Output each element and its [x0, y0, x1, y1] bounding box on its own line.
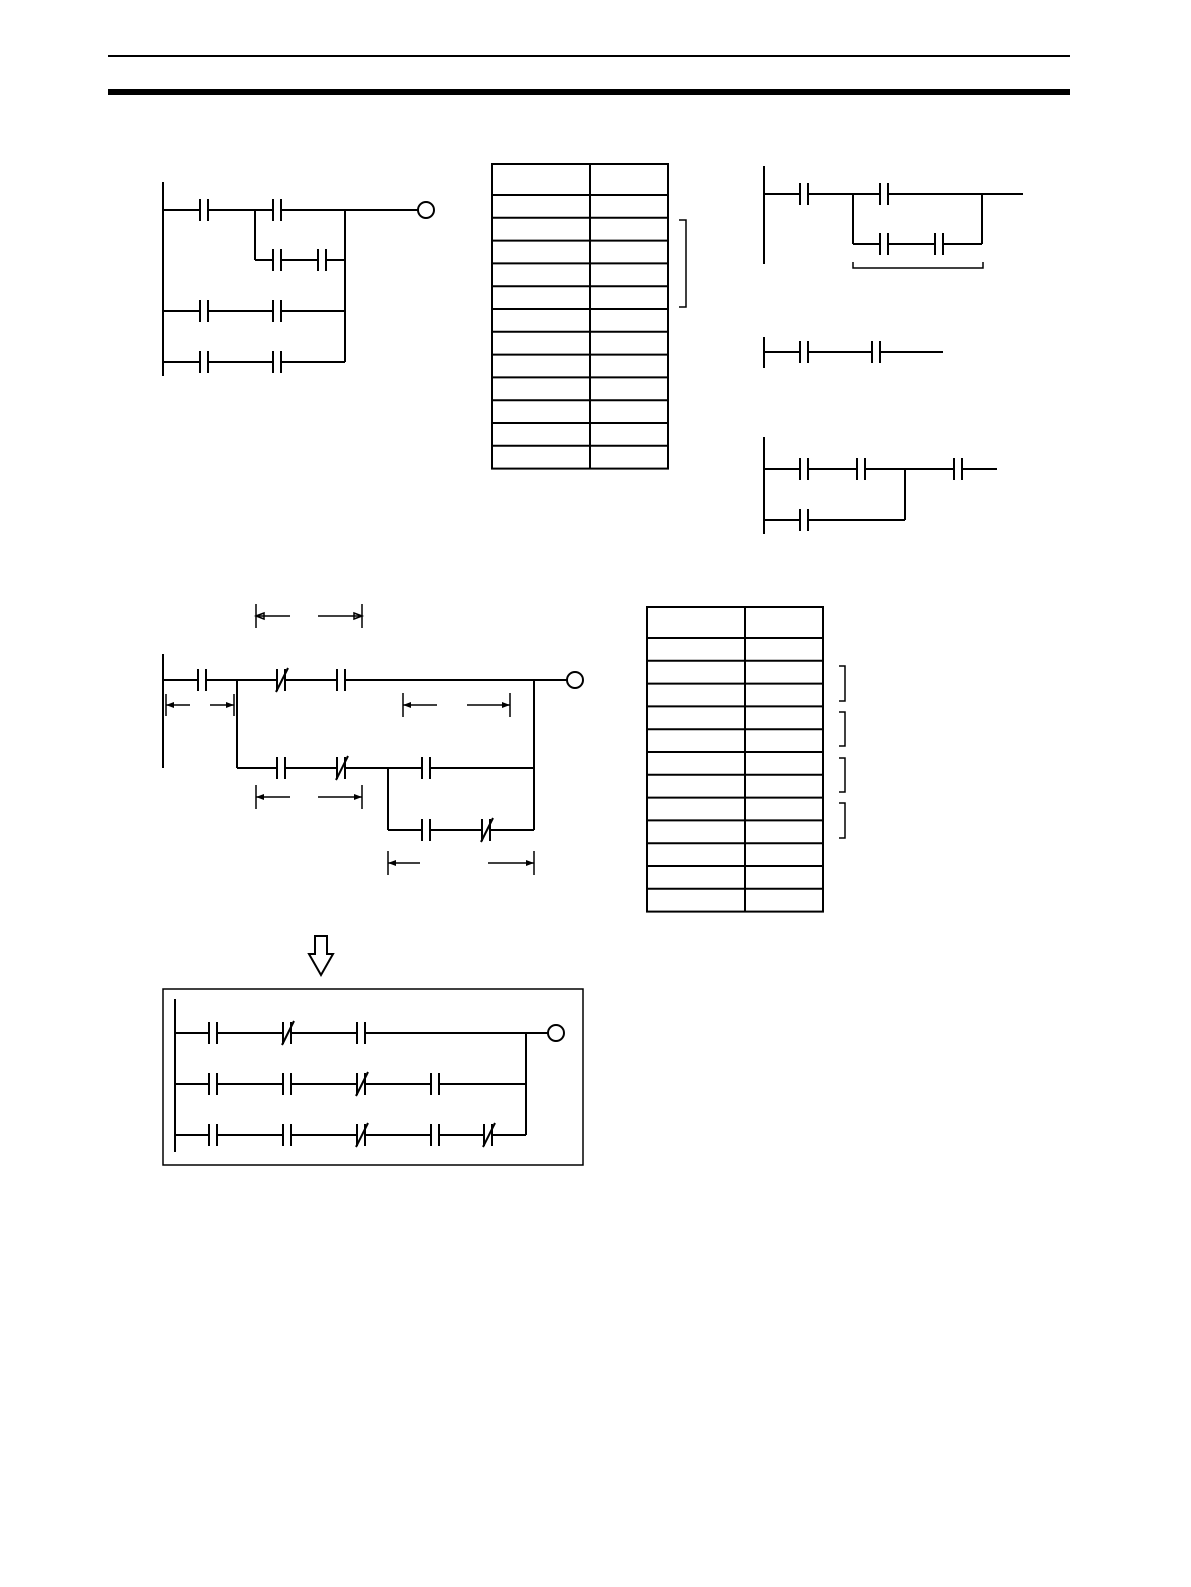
ladder-diagram-6-boxed: [163, 989, 583, 1165]
table2-bracket-2: [839, 712, 845, 746]
table2-bracket-1: [839, 666, 845, 701]
table2-bracket-3: [839, 758, 845, 792]
ladder-diagram-5: [163, 604, 583, 875]
instruction-table-2: [647, 607, 823, 912]
ladder-diagram-1: [163, 182, 434, 376]
output-coil-5: [567, 672, 583, 688]
block-bracket: [853, 262, 983, 268]
table2-bracket-4: [839, 803, 845, 838]
ladder-diagram-2: [764, 166, 1023, 268]
instruction-table-1: [492, 164, 668, 469]
ladder-diagram-3: [764, 337, 943, 368]
ladder-diagram-4: [764, 437, 997, 534]
table1-bracket: [679, 220, 686, 307]
down-arrow-icon: [309, 936, 333, 975]
output-coil-6: [548, 1025, 564, 1041]
output-coil-1: [418, 202, 434, 218]
